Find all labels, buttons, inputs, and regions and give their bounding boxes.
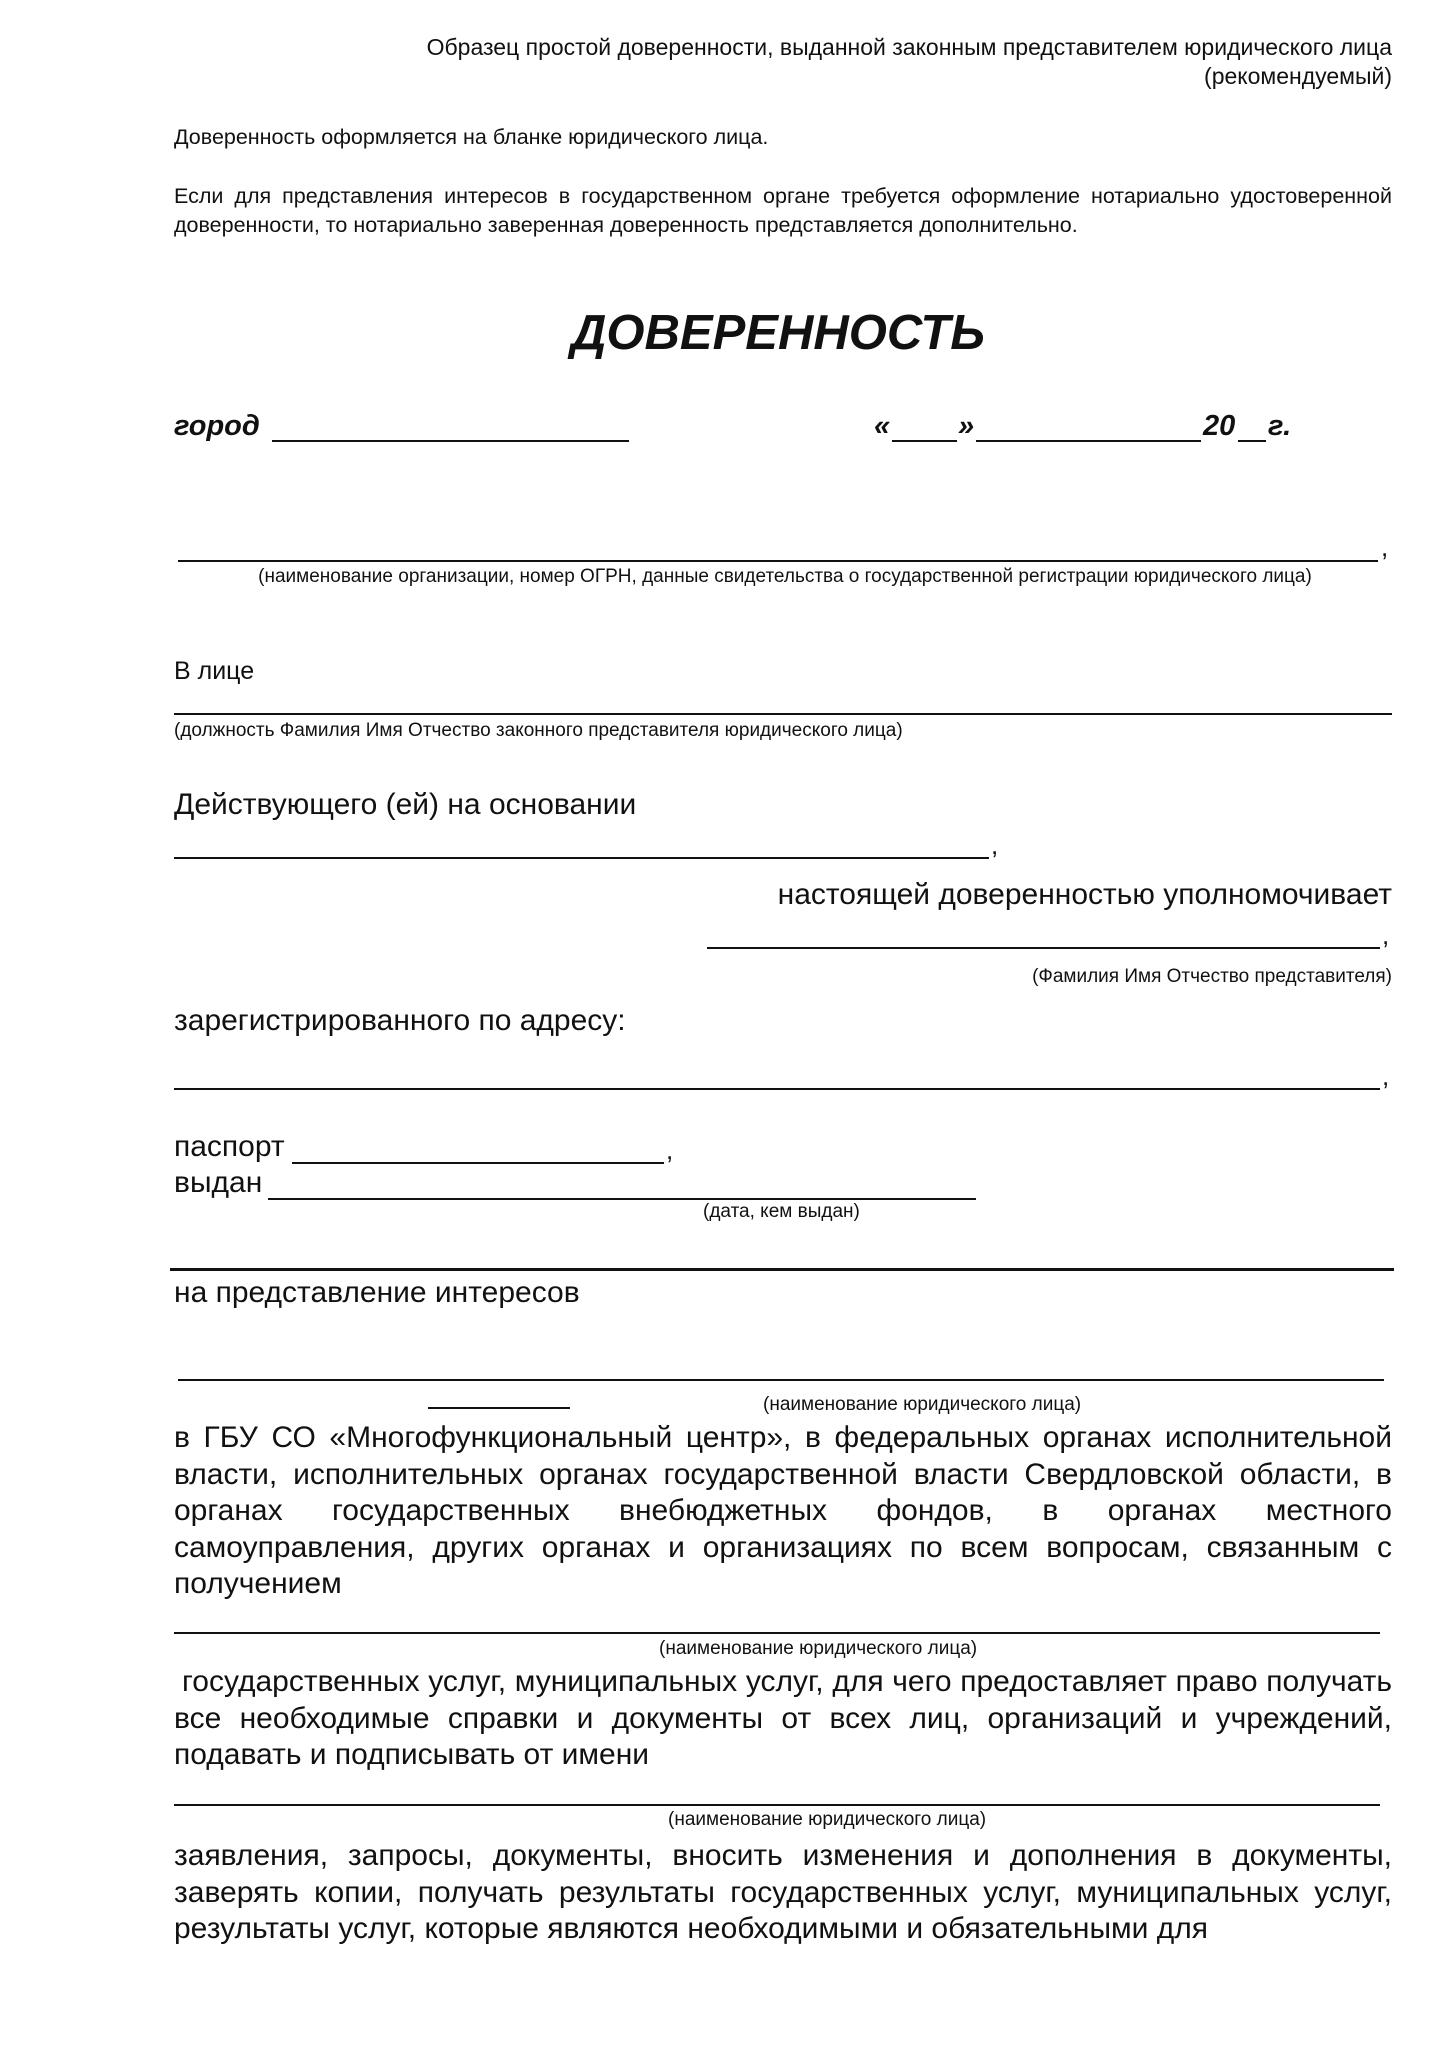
year-prefix: 20 — [1203, 410, 1236, 442]
sample-subtitle: (рекомендуемый) — [1204, 63, 1392, 89]
date-close-quote: » — [958, 410, 975, 442]
note-letterhead: Доверенность оформляется на бланке юридического лица. — [174, 125, 769, 149]
passport-field[interactable] — [292, 1162, 664, 1164]
year-field[interactable] — [1238, 440, 1266, 442]
day-field[interactable] — [892, 440, 957, 442]
header-block — [427, 33, 1392, 91]
representative-field[interactable] — [707, 947, 1380, 949]
registered-address-label: зарегистрированного по адресу: — [174, 1004, 626, 1037]
city-label: город — [174, 410, 260, 442]
address-field[interactable] — [174, 1088, 1380, 1090]
representative-comma: , — [1382, 920, 1390, 950]
issued-caption: (дата, кем выдан) — [703, 1201, 860, 1222]
year-suffix: г. — [1268, 410, 1292, 442]
city-field[interactable] — [272, 440, 629, 442]
authority-paragraph-3: заявления, запросы, документы, вносить изменения и дополнения в документы, заверять копии, получать результаты государственных услуг, муниципальных услуг, результаты услуг, которые являются необходимыми и обязательными для — [174, 1839, 1392, 1945]
month-field[interactable] — [976, 440, 1201, 442]
short-underline — [428, 1407, 570, 1409]
authorizes-text: настоящей доверенностью уполномочивает — [777, 878, 1392, 911]
legal-representative-field[interactable] — [174, 713, 1392, 715]
entity-caption-3: (наименование юридического лица) — [668, 1809, 987, 1830]
acting-basis-label: Действующего (ей) на основании — [174, 788, 637, 821]
organization-field[interactable] — [178, 560, 1378, 562]
address-comma: , — [1382, 1061, 1390, 1091]
represent-interests-label: на представление интересов — [174, 1276, 580, 1309]
in-person-label: В лице — [174, 657, 255, 685]
entity-field-3[interactable] — [174, 1804, 1380, 1806]
sample-title: Образец простой доверенности, выданной законным представителем юридического лица — [426, 34, 1392, 60]
note-notary: Если для представления интересов в государственном органе требуется оформление нотариально удостоверенной доверенности, то нотариально заверенная доверенность представляется дополнительно. — [174, 184, 1392, 237]
passport-label: паспорт — [174, 1130, 285, 1163]
issued-label: выдан — [174, 1166, 263, 1199]
authority-paragraph-1: в ГБУ СО «Многофункциональный центр», в федеральных органах исполнительной власти, исполнительных органах государственной власти Свердловской области, в органах государственных внебюджетных фондов, в органах местного самоуправления, других органах и организациях по всем вопросам, связанным с получением — [174, 1421, 1392, 1600]
entity-caption-2: (наименование юридического лица) — [659, 1638, 978, 1659]
organization-caption: (наименование организации, номер ОГРН, данные свидетельства о государственной регистрации юридического лица) — [258, 566, 1312, 587]
document-title: ДОВЕРЕННОСТЬ — [571, 306, 985, 360]
separator-line — [170, 1268, 1394, 1271]
legal-representative-caption: (должность Фамилия Имя Отчество законного представителя юридического лица) — [174, 720, 903, 741]
issued-field[interactable] — [268, 1198, 976, 1200]
organization-comma: , — [1381, 532, 1389, 562]
basis-comma: , — [991, 830, 999, 860]
represented-entity-field[interactable] — [178, 1379, 1384, 1381]
date-open-quote: « — [874, 410, 891, 442]
authority-paragraph-2: государственных услуг, муниципальных услуг, для чего предоставляет право получать все необходимые справки и документы от всех лиц, организаций и учреждений, подавать и подписывать от имени — [174, 1665, 1392, 1771]
passport-comma: , — [666, 1135, 674, 1165]
basis-field[interactable] — [174, 857, 989, 859]
representative-caption: (Фамилия Имя Отчество представителя) — [1032, 966, 1392, 987]
represented-entity-caption: (наименование юридического лица) — [763, 1394, 1082, 1415]
entity-field-2[interactable] — [174, 1632, 1380, 1634]
